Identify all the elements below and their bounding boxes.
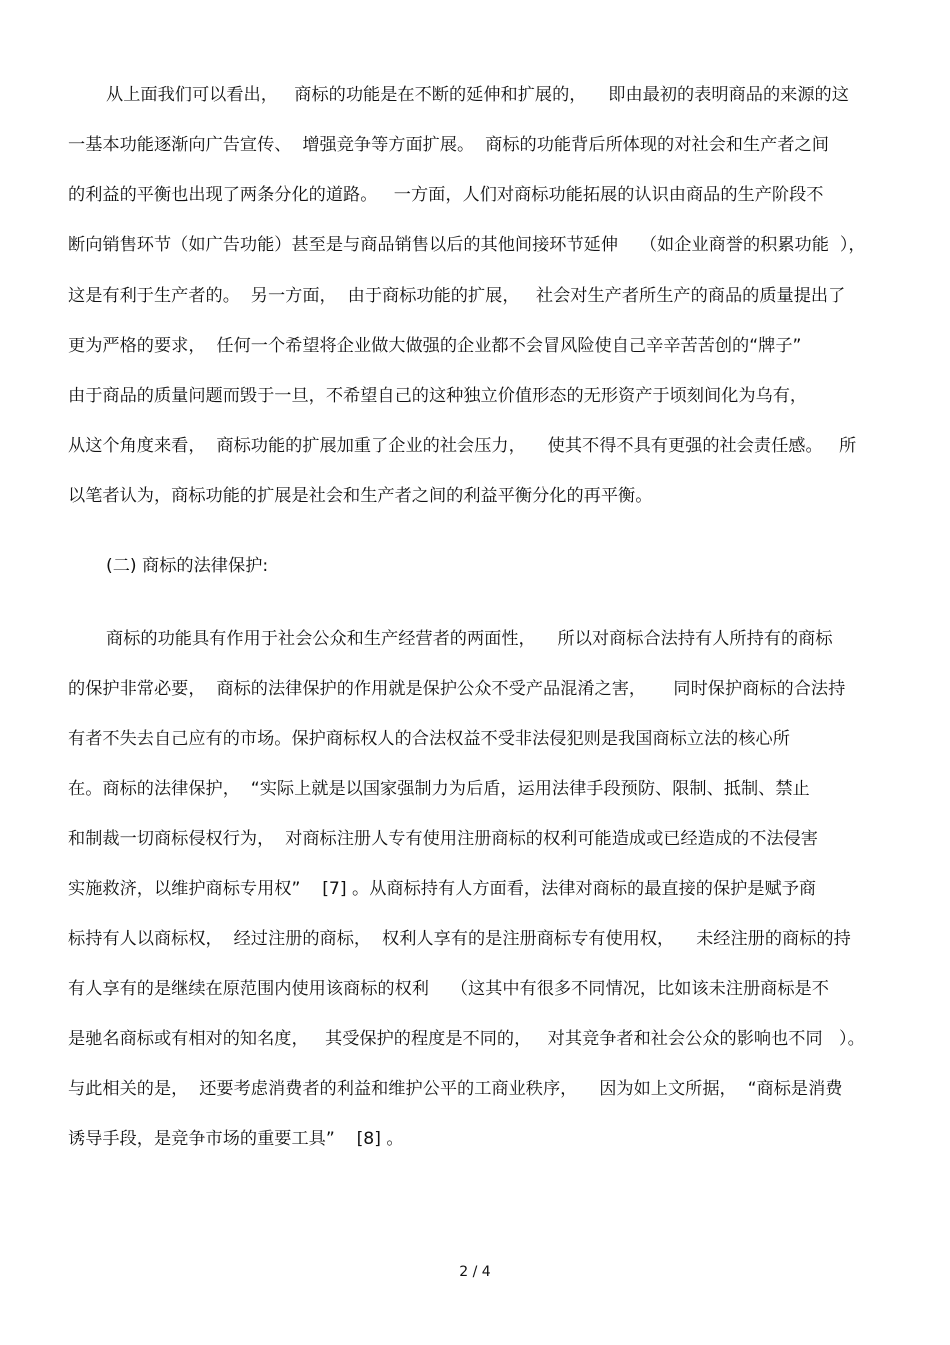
text-line: 断向销售环节（如广告功能）甚至是与商品销售以后的其他间接环节延伸 （如企业商誉的积累功能 ）， — [68, 235, 866, 255]
text-line: 更为严格的要求， 任何一个希望将企业做大做强的企业都不会冒风险使自己辛辛苦苦创的“牌子” — [68, 336, 802, 356]
page-number: 2 / 4 — [459, 1264, 491, 1280]
text-line: 有者不失去自己应有的市场。保护商标权人的合法权益不受非法侵犯则是我国商标立法的核心所 — [68, 729, 790, 749]
text-line: 和制裁一切商标侵权行为， 对商标注册人专有使用注册商标的权利可能造成或已经造成的不法侵害 — [68, 829, 818, 849]
text-line: 的保护非常必要， 商标的法律保护的作用就是保护公众不受产品混淆之害， 同时保护商标的合法持 — [68, 679, 846, 699]
text-line: 这是有利于生产者的。 另一方面， 由于商标功能的扩展， 社会对生产者所生产的商品的质量提出了 — [68, 286, 846, 306]
text-line: 从上面我们可以看出， 商标的功能是在不断的延伸和扩展的， 即由最初的表明商品的来源的这 — [106, 85, 849, 105]
text-line: 诱导手段，是竞争市场的重要工具” [8] 。 — [68, 1129, 404, 1149]
text-line: 一基本功能逐渐向广告宣传、 增强竞争等方面扩展。 商标的功能背后所体现的对社会和生产者之间 — [68, 135, 829, 155]
text-line: 有人享有的是继续在原范围内使用该商标的权利 （这其中有很多不同情况，比如该未注册商标是不 — [68, 979, 829, 999]
text-line: 标持有人以商标权， 经过注册的商标， 权利人享有的是注册商标专有使用权， 未经注册的商标的持 — [68, 929, 851, 949]
text-line: 商标的功能具有作用于社会公众和生产经营者的两面性， 所以对商标合法持有人所持有的商标 — [106, 629, 833, 649]
section-heading: (二) 商标的法律保护: — [106, 556, 269, 576]
text-line: 由于商品的质量问题而毁于一旦，不希望自己的这种独立价值形态的无形资产于顷刻间化为乌有， — [68, 386, 808, 406]
text-line: 实施救济，以维护商标专用权” [7] 。从商标持有人方面看，法律对商标的最直接的保护是赋予商 — [68, 879, 817, 899]
text-line: 以笔者认为，商标功能的扩展是社会和生产者之间的利益平衡分化的再平衡。 — [68, 486, 653, 506]
text-line: 的利益的平衡也出现了两条分化的道路。 一方面，人们对商标功能拓展的认识由商品的生产阶段不 — [68, 185, 824, 205]
text-line: 是驰名商标或有相对的知名度， 其受保护的程度是不同的， 对其竞争者和社会公众的影响也不同 ）。 — [68, 1029, 865, 1049]
text-line: 与此相关的是， 还要考虑消费者的利益和维护公平的工商业秩序， 因为如上文所据， “商标是消费 — [68, 1079, 843, 1099]
text-line: 从这个角度来看， 商标功能的扩展加重了企业的社会压力， 使其不得不具有更强的社会责任感。 所 — [68, 436, 857, 456]
text-line: 在。商标的法律保护， “实际上就是以国家强制力为后盾，运用法律手段预防、限制、抵制、禁止 — [68, 779, 810, 799]
